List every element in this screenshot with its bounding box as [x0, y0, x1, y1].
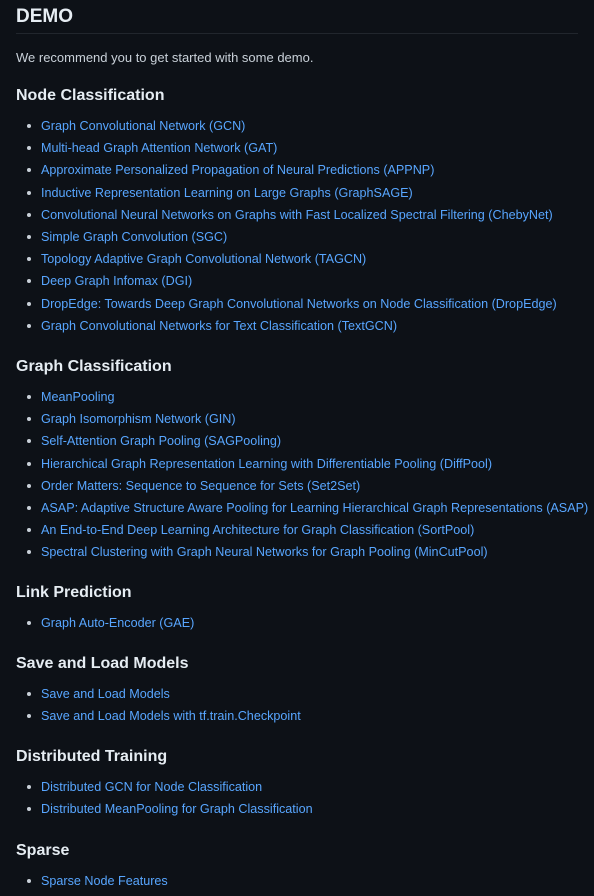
page-title: DEMO — [16, 0, 578, 34]
bullet-icon — [27, 462, 31, 466]
section-heading: Node Classification — [16, 87, 165, 104]
bullet-icon — [27, 879, 31, 883]
list-item — [16, 499, 594, 521]
demo-link[interactable]: DropEdge: Towards Deep Graph Convolutional Networks on Node Classification (DropEdge) — [41, 296, 557, 311]
bullet-icon — [27, 714, 31, 718]
section-heading: Sparse — [16, 842, 70, 859]
list-item — [16, 614, 594, 636]
demo-link-list — [16, 778, 594, 822]
demo-link[interactable]: ASAP: Adaptive Structure Aware Pooling for Learning Hierarchical Graph Representations (ASAP) — [41, 500, 589, 515]
demo-link[interactable]: Order Matters: Sequence to Sequence for Sets (Set2Set) — [41, 478, 361, 493]
demo-link[interactable]: Sparse Node Features — [41, 874, 168, 888]
demo-link[interactable]: Self-Attention Graph Pooling (SAGPooling) — [41, 434, 282, 449]
bullet-icon — [27, 191, 31, 195]
section-distributed-training — [16, 747, 594, 822]
bullet-icon — [27, 257, 31, 261]
section-heading: Distributed Training — [16, 748, 168, 765]
bullet-icon — [27, 279, 31, 283]
section-sparse — [16, 841, 594, 894]
bullet-icon — [27, 146, 31, 150]
demo-link[interactable]: Save and Load Models with tf.train.Checkpoint — [41, 709, 301, 724]
demo-link-list — [16, 388, 594, 566]
list-item — [16, 388, 594, 410]
list-item — [16, 139, 594, 161]
list-item — [16, 161, 594, 183]
demo-link[interactable]: Graph Auto-Encoder (GAE) — [41, 616, 195, 630]
list-item — [16, 272, 594, 294]
list-item — [16, 410, 594, 432]
demo-link[interactable]: Deep Graph Infomax (DGI) — [41, 274, 193, 289]
demo-link[interactable]: Graph Convolutional Networks for Text Classification (TextGCN) — [41, 318, 398, 333]
list-item — [16, 872, 594, 894]
demo-link-list — [16, 872, 594, 894]
list-item — [16, 206, 594, 228]
bullet-icon — [27, 692, 31, 696]
demo-link[interactable]: Graph Isomorphism Network (GIN) — [41, 412, 236, 427]
list-item — [16, 295, 594, 317]
demo-link[interactable]: Save and Load Models — [41, 687, 170, 701]
demo-link[interactable]: Distributed GCN for Node Classification — [41, 780, 263, 794]
bullet-icon — [27, 395, 31, 399]
demo-link[interactable]: Inductive Representation Learning on Large Graphs (GraphSAGE) — [41, 185, 413, 200]
list-item — [16, 432, 594, 454]
bullet-icon — [27, 807, 31, 811]
list-item — [16, 543, 594, 565]
demo-link[interactable]: An End-to-End Deep Learning Architecture for Graph Classification (SortPool) — [41, 523, 475, 538]
list-item — [16, 184, 594, 206]
demo-link[interactable]: Multi-head Graph Attention Network (GAT) — [41, 141, 278, 156]
demo-link-list — [16, 117, 594, 339]
bullet-icon — [27, 324, 31, 328]
demo-link[interactable]: Spectral Clustering with Graph Neural Networks for Graph Pooling (MinCutPool) — [41, 545, 488, 560]
list-item — [16, 250, 594, 272]
bullet-icon — [27, 550, 31, 554]
bullet-icon — [27, 302, 31, 306]
section-save-and-load-models — [16, 654, 594, 729]
readme-content — [0, 0, 594, 67]
bullet-icon — [27, 124, 31, 128]
list-item — [16, 778, 594, 800]
demo-link[interactable]: Topology Adaptive Graph Convolutional Network (TAGCN) — [41, 252, 367, 267]
bullet-icon — [27, 417, 31, 421]
section-heading: Link Prediction — [16, 584, 132, 601]
bullet-icon — [27, 439, 31, 443]
section-heading: Save and Load Models — [16, 655, 189, 672]
section-node-classification — [16, 86, 594, 339]
section-link-prediction — [16, 583, 594, 636]
demo-link[interactable]: Approximate Personalized Propagation of Neural Predictions (APPNP) — [41, 163, 435, 178]
demo-link-list — [16, 614, 594, 636]
bullet-icon — [27, 168, 31, 172]
demo-link[interactable]: Convolutional Neural Networks on Graphs with Fast Localized Spectral Filtering (ChebyNet) — [41, 207, 553, 222]
section-graph-classification — [16, 357, 594, 566]
intro-text: We recommend you to get started with some demo. — [16, 50, 314, 65]
list-item — [16, 317, 594, 339]
bullet-icon — [27, 528, 31, 532]
list-item — [16, 117, 594, 139]
bullet-icon — [27, 235, 31, 239]
demo-link[interactable]: Hierarchical Graph Representation Learning with Differentiable Pooling (DiffPool) — [41, 456, 493, 471]
demo-link-list — [16, 685, 594, 729]
demo-link[interactable]: MeanPooling — [41, 390, 115, 404]
list-item — [16, 685, 594, 707]
demo-link[interactable]: Simple Graph Convolution (SGC) — [41, 229, 228, 244]
list-item — [16, 800, 594, 822]
bullet-icon — [27, 506, 31, 510]
bullet-icon — [27, 621, 31, 625]
demo-link[interactable]: Graph Convolutional Network (GCN) — [41, 119, 246, 133]
demo-link[interactable]: Distributed MeanPooling for Graph Classification — [41, 802, 313, 817]
section-heading: Graph Classification — [16, 358, 172, 375]
list-item — [16, 477, 594, 499]
list-item — [16, 455, 594, 477]
bullet-icon — [27, 785, 31, 789]
list-item — [16, 707, 594, 729]
bullet-icon — [27, 213, 31, 217]
bullet-icon — [27, 484, 31, 488]
list-item — [16, 228, 594, 250]
list-item — [16, 521, 594, 543]
